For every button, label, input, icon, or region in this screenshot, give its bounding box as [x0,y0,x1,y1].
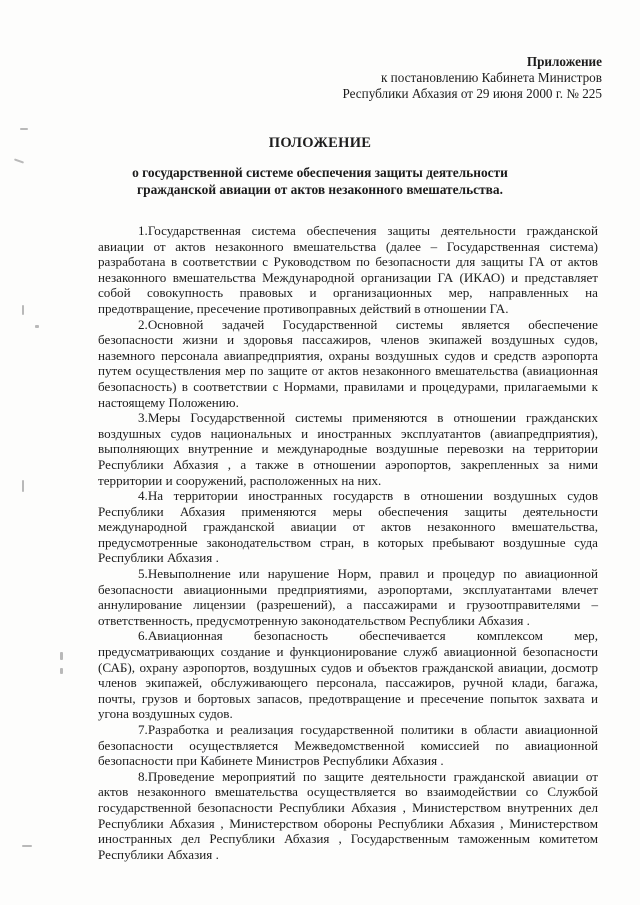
scan-artifact [60,652,63,660]
scan-artifact [20,128,28,130]
scan-artifact [60,668,63,674]
paragraph-8: 8.Проведение мероприятий по защите деятельности гражданской авиации от актов незаконного вмешательства осуществляется во взаимодействии со Службой государственной безопасности Республики Абхазия , Министерством внутренних дел Республики Абхазия , Министерством обороны Республики Абхазия , Министерством иностранных дел Республики Абхазия , Государственным таможенным комитетом Республики Абхазия . [98,768,598,862]
document-subject [60,164,580,198]
subject-line-1: о государственной системе обеспечения защиты деятельности [132,165,508,180]
paragraph-4: 4.На территории иностранных государств в отношении воздушных судов Республики Абхазия применяются меры обеспечения защиты деятельности международной гражданской авиации от актов незаконного вмешательства, предусмотренные законодательством стран, в которых пребывают воздушные суда Республики Абхазия . [98,488,598,566]
scan-artifact [22,480,24,492]
annex-block [342,54,602,102]
annex-line-2: Республики Абхазия от 29 июня 2000 г. № 225 [342,86,602,101]
paragraph-3: 3.Меры Государственной системы применяются в отношении гражданских воздушных судов национальных и иностранных эксплуатантов (авиапредприятия), выполняющих внутренние и международные воздушные перевозки на территории Республики Абхазия , а также в отношении аэропортов, закрепленных за ними территории и сооружений, расположенных на них. [98,410,598,488]
annex-line-1: к постановлению Кабинета Министров [380,70,602,85]
document-title: ПОЛОЖЕНИЕ [268,135,372,151]
scan-artifact [35,325,39,328]
paragraph-5: 5.Невыполнение или нарушение Норм, правил и процедур по авиационной безопасности авиационными предприятиями, аэропортами, эксплуатантами влечет аннулирование лицензии (разрешений), а пассажирами и грузоотправителями – ответственность, предусмотренную законодательством Республики Абхазия . [98,566,598,628]
scan-artifact [22,305,24,315]
paragraph-1: 1.Государственная система обеспечения защиты деятельности гражданской авиации от актов незаконного вмешательства (далее – Государственная система) разработана в соответствии с Руководством по безопасности для защиты ГА от актов незаконного вмешательства Международной организации ГА (ИКАО) и представляет собой совокупность правовых и организационных мер, направленных на предотвращение, пресечение противоправных действий в отношении ГА. [98,223,598,316]
paragraph-7: 7.Разработка и реализация государственной политики в области авиационной безопасности осуществляется Межведомственной комиссией по авиационной безопасности при Кабинете Министров Республики Абхазия . [98,722,598,769]
subject-line-2: гражданской авиации от актов незаконного вмешательства. [137,182,503,197]
document-body [98,223,598,862]
scan-artifact [14,158,24,163]
paragraph-6: 6.Авиационная безопасность обеспечивается комплексом мер, предусматривающих создание и функционирование служб авиационной безопасности (САБ), охрану аэропортов, воздушных судов и объектов гражданской авиации, досмотр членов экипажей, обслуживающего персонала, пассажиров, ручной клади, багажа, почты, грузов и бортовых запасов, предотвращение и пресечение попыток захвата и угона воздушных судов. [98,628,598,722]
paragraph-2: 2.Основной задачей Государственной системы является обеспечение безопасности жизни и здоровья пассажиров, членов экипажей воздушных судов, наземного персонала авиапредприятия, охраны воздушных судов и средств аэропорта путем осуществления мер по защите от актов незаконного вмешательства (авиационная безопасность) в соответствии с Нормами, правилами и процедурами, прилагаемыми к настоящему Положению. [98,316,598,410]
scan-artifact [22,845,32,847]
annex-title: Приложение [526,54,602,69]
